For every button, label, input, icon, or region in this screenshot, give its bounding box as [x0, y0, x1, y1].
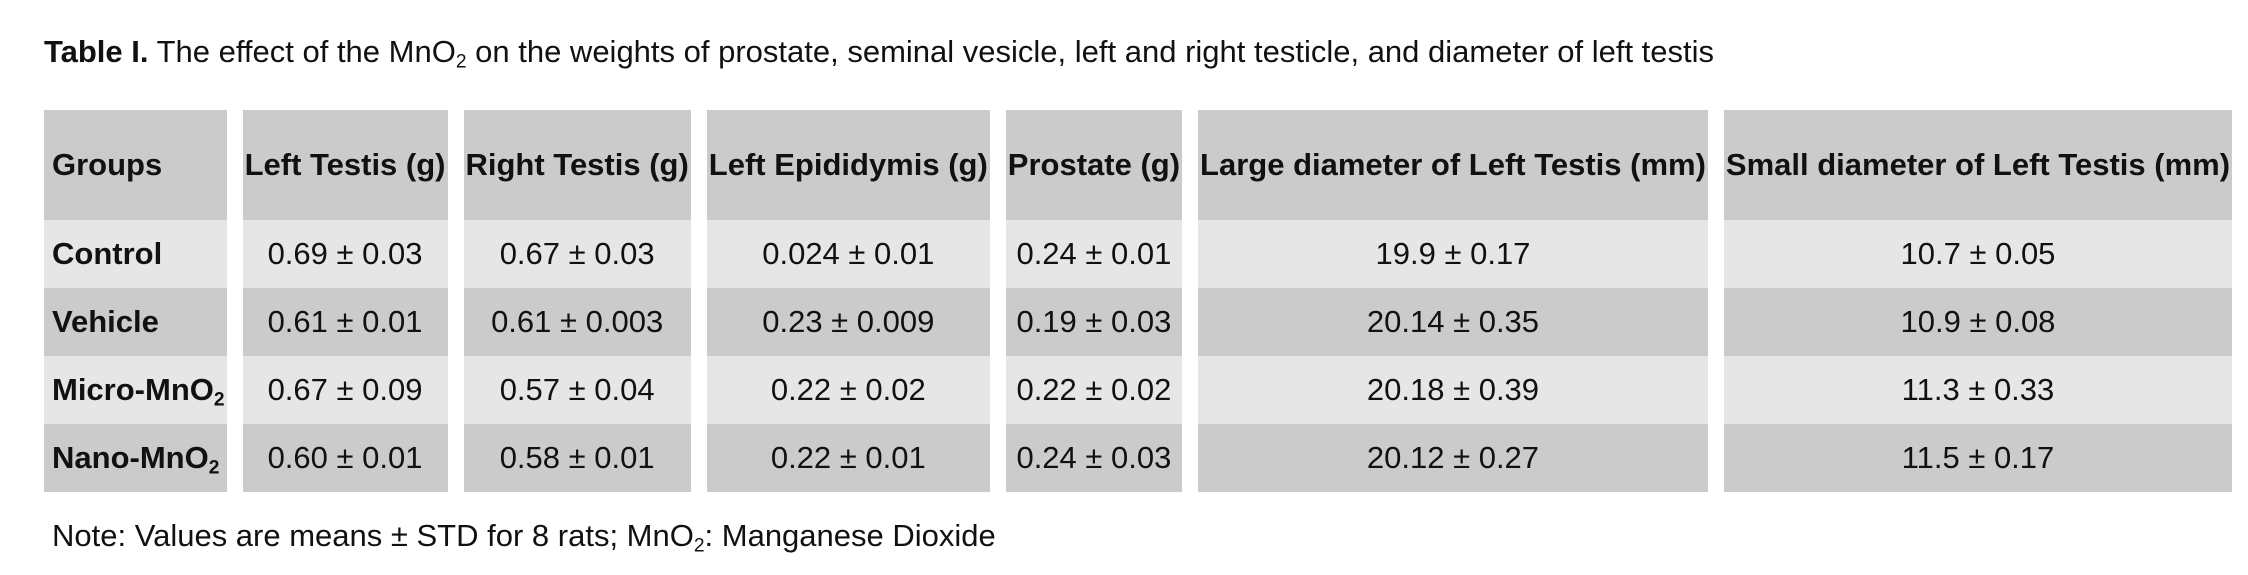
- table-cell: 0.69 ± 0.03: [243, 220, 448, 288]
- table-row: [44, 288, 2232, 356]
- group-name: Nano-MnO$_2$: [44, 424, 227, 492]
- header-small-diameter: Small diameter of Left Testis (mm): [1724, 110, 2232, 220]
- table-cell: 0.24 ± 0.01: [1006, 220, 1182, 288]
- caption-subscript: 2: [455, 51, 467, 73]
- table-cell: 0.22 ± 0.02: [707, 356, 990, 424]
- group-name: Control: [44, 220, 227, 288]
- header-left-testis: Left Testis (g): [243, 110, 448, 220]
- table-cell: 11.5 ± 0.17: [1724, 424, 2232, 492]
- header-row: [44, 110, 2232, 220]
- table-cell: 19.9 ± 0.17: [1198, 220, 1708, 288]
- table-cell: 0.57 ± 0.04: [464, 356, 691, 424]
- table-cell: 0.61 ± 0.003: [464, 288, 691, 356]
- header-large-diameter: Large diameter of Left Testis (mm): [1198, 110, 1708, 220]
- header-groups: Groups: [44, 110, 227, 220]
- table-cell: 0.19 ± 0.03: [1006, 288, 1182, 356]
- table-cell: 0.67 ± 0.03: [464, 220, 691, 288]
- table-row: [44, 424, 2232, 492]
- table-cell: 0.67 ± 0.09: [243, 356, 448, 424]
- note-text: Note: Values are means ± STD for 8 rats; MnO: [52, 518, 694, 553]
- header-right-testis: Right Testis (g): [464, 110, 691, 220]
- caption-text: The effect of the MnO: [148, 34, 456, 69]
- table-cell: 0.024 ± 0.01: [707, 220, 990, 288]
- table-cell: 20.18 ± 0.39: [1198, 356, 1708, 424]
- table-cell: 0.58 ± 0.01: [464, 424, 691, 492]
- table-cell: 10.9 ± 0.08: [1724, 288, 2232, 356]
- table-cell: 0.24 ± 0.03: [1006, 424, 1182, 492]
- table-cell: 11.3 ± 0.33: [1724, 356, 2232, 424]
- table-cell: 0.61 ± 0.01: [243, 288, 448, 356]
- group-name: Micro-MnO$_2$: [44, 356, 227, 424]
- table-row: [44, 220, 2232, 288]
- table-cell: 0.22 ± 0.02: [1006, 356, 1182, 424]
- header-prostate: Prostate (g): [1006, 110, 1182, 220]
- header-left-epididymis: Left Epididymis (g): [707, 110, 990, 220]
- group-name: Vehicle: [44, 288, 227, 356]
- table-cell: 0.23 ± 0.009: [707, 288, 990, 356]
- table-cell: 0.60 ± 0.01: [243, 424, 448, 492]
- table-cell: 0.22 ± 0.01: [707, 424, 990, 492]
- table-cell: 20.12 ± 0.27: [1198, 424, 1708, 492]
- caption-label: Table I.: [44, 34, 149, 69]
- table-cell: 20.14 ± 0.35: [1198, 288, 1708, 356]
- note-text-rest: : Manganese Dioxide: [704, 518, 996, 553]
- table-caption: [44, 30, 1714, 74]
- data-table: [28, 110, 2248, 492]
- table-note: [52, 514, 996, 558]
- note-subscript: 2: [693, 535, 705, 557]
- caption-text-rest: on the weights of prostate, seminal vesicle, left and right testicle, and diameter of left testis: [466, 34, 1715, 69]
- table-row: [44, 356, 2232, 424]
- table-cell: 10.7 ± 0.05: [1724, 220, 2232, 288]
